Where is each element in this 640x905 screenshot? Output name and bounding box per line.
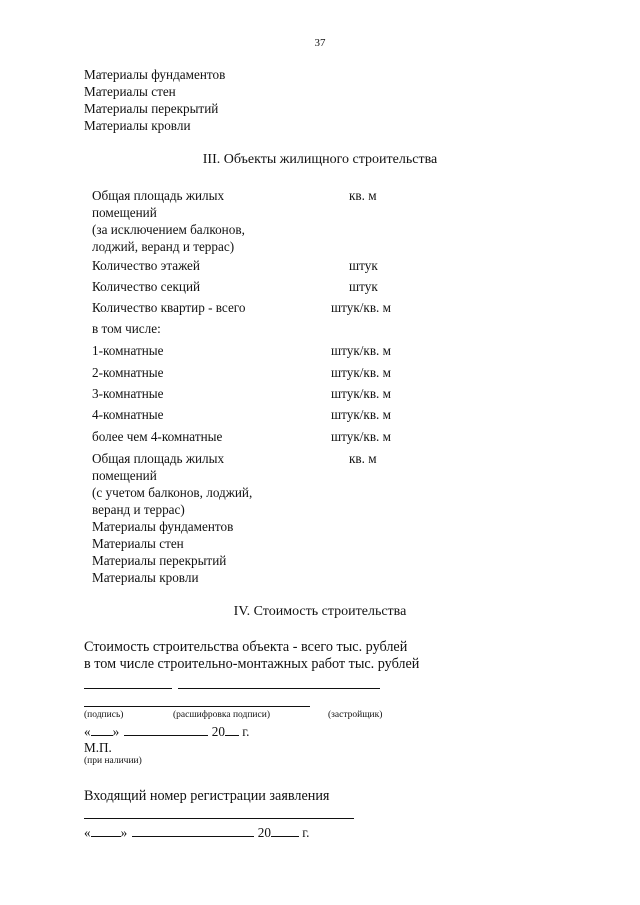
sections-label: Количество секций xyxy=(92,279,201,294)
area-incl-label-3: (с учетом балконов, лоджий, xyxy=(92,485,253,500)
day-blank xyxy=(91,722,113,736)
top-material-floors: Материалы перекрытий xyxy=(84,101,219,116)
rooms-3-label: 3-комнатные xyxy=(92,386,164,401)
area-excl-label-4: лоджий, веранд и террас) xyxy=(92,239,235,254)
rooms-4-unit: штук/кв. м xyxy=(331,407,391,422)
cost-total: Стоимость строительства объекта - всего тыс. рублей xyxy=(84,639,408,655)
top-material-foundation: Материалы фундаментов xyxy=(84,67,226,82)
caption-underline xyxy=(84,706,310,707)
material-foundation: Материалы фундаментов xyxy=(92,519,234,534)
floors-label: Количество этажей xyxy=(92,258,200,273)
year-suffix: г. xyxy=(242,724,250,739)
material-roof: Материалы кровли xyxy=(92,570,199,585)
signature-line xyxy=(84,688,172,689)
section4-title: IV. Стоимость строительства xyxy=(233,604,407,619)
reg-day-blank xyxy=(91,823,121,837)
area-excl-unit: кв. м xyxy=(349,188,377,203)
caption-decoding: (расшифровка подписи) xyxy=(173,710,270,720)
area-incl-unit: кв. м xyxy=(349,451,377,466)
date-quote-close: » xyxy=(112,724,120,739)
rooms-5plus-unit: штук/кв. м xyxy=(331,429,391,444)
date-quote-open: « xyxy=(84,724,91,739)
top-material-walls: Материалы стен xyxy=(84,84,176,99)
reg-year-prefix: 20 xyxy=(257,825,271,840)
apartments-unit: штук/кв. м xyxy=(331,300,391,315)
area-excl-label-1: Общая площадь жилых xyxy=(92,188,225,203)
area-incl-label-1: Общая площадь жилых xyxy=(92,451,225,466)
registration-title: Входящий номер регистрации заявления xyxy=(84,788,330,804)
registration-number-line xyxy=(84,818,354,819)
rooms-1-unit: штук/кв. м xyxy=(331,343,391,358)
section3-title: III. Объекты жилищного строительства xyxy=(202,152,438,167)
sections-unit: штук xyxy=(349,279,378,294)
apartments-label: Количество квартир - всего xyxy=(92,300,246,315)
stamp-mark: М.П. xyxy=(84,740,112,755)
rooms-1-label: 1-комнатные xyxy=(92,343,164,358)
material-floors: Материалы перекрытий xyxy=(92,553,227,568)
decoding-line xyxy=(178,688,380,689)
signature-date xyxy=(84,722,249,740)
year-prefix: 20 xyxy=(211,724,225,739)
cost-smr: в том числе строительно-монтажных работ тыс. рублей xyxy=(84,656,420,672)
top-material-roof: Материалы кровли xyxy=(84,118,191,133)
page-number: 37 xyxy=(314,37,326,49)
rooms-3-unit: штук/кв. м xyxy=(331,386,391,401)
floors-unit: штук xyxy=(349,258,378,273)
reg-quote-close: » xyxy=(120,825,128,840)
including-label: в том числе: xyxy=(92,321,161,336)
reg-quote-open: « xyxy=(84,825,91,840)
caption-signature: (подпись) xyxy=(84,710,124,720)
stamp-note: (при наличии) xyxy=(84,756,142,766)
month-blank xyxy=(124,722,208,736)
caption-developer: (застройщик) xyxy=(328,710,383,720)
rooms-5plus-label: более чем 4-комнатные xyxy=(92,429,223,444)
year-blank xyxy=(225,722,239,736)
rooms-4-label: 4-комнатные xyxy=(92,407,164,422)
reg-year-suffix: г. xyxy=(302,825,310,840)
area-excl-label-2: помещений xyxy=(92,205,157,220)
area-excl-label-3: (за исключением балконов, xyxy=(92,222,245,237)
material-walls: Материалы стен xyxy=(92,536,184,551)
area-incl-label-2: помещений xyxy=(92,468,157,483)
rooms-2-label: 2-комнатные xyxy=(92,365,164,380)
registration-date xyxy=(84,823,309,841)
reg-year-blank xyxy=(271,823,299,837)
area-incl-label-4: веранд и террас) xyxy=(92,502,185,517)
rooms-2-unit: штук/кв. м xyxy=(331,365,391,380)
reg-month-blank xyxy=(132,823,254,837)
